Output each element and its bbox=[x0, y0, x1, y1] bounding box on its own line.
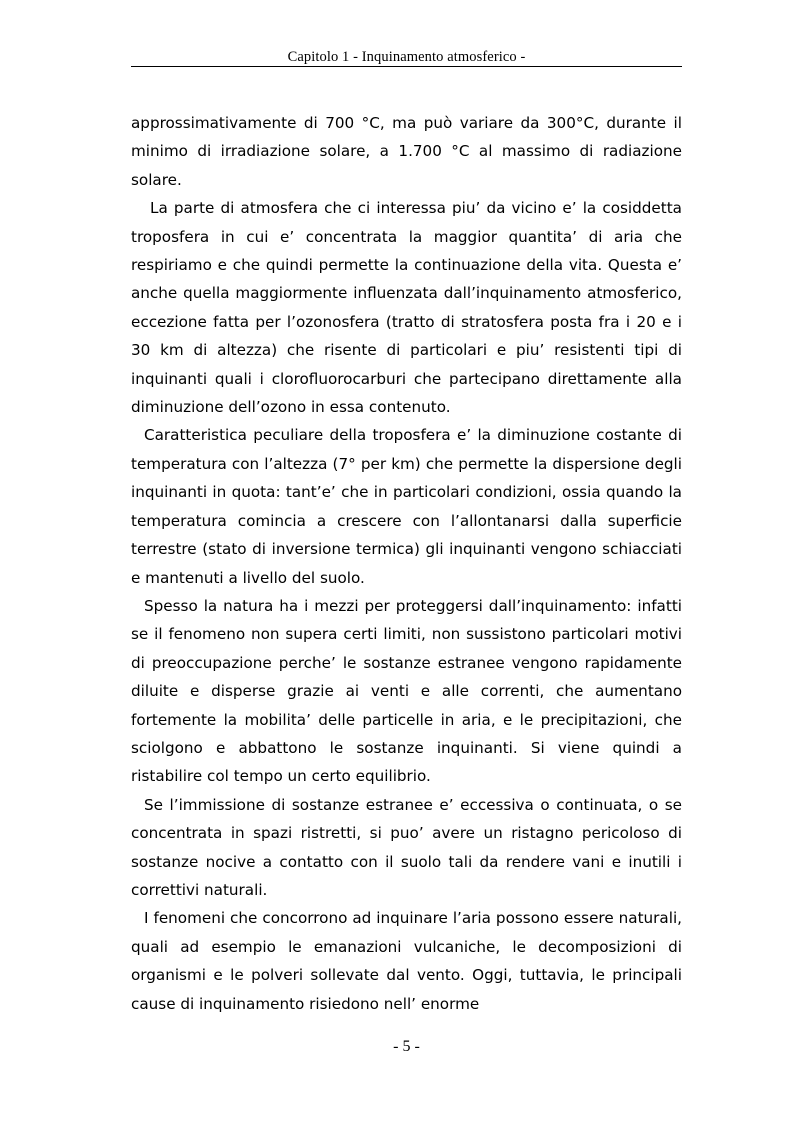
running-header: Capitolo 1 - Inquinamento atmosferico - bbox=[287, 49, 526, 65]
body-text bbox=[131, 109, 682, 1018]
paragraph: Se l’immissione di sostanze estranee e’ eccessiva o continuata, o se concentrata in spazi ristretti, si puo’ avere un ristagno pericoloso di sostanze nocive a contatto con il suolo tali da rendere vani e inutili i correttivi naturali. bbox=[131, 795, 682, 899]
page-number: - 5 - bbox=[393, 1038, 420, 1055]
paragraph: approssimativamente di 700 °C, ma può variare da 300°C, durante il minimo di irradiazione solare, a 1.700 °C al massimo di radiazione solare. bbox=[131, 114, 682, 189]
header-divider bbox=[131, 66, 682, 67]
paragraph: Caratteristica peculiare della troposfera e’ la diminuzione costante di temperatura con l’altezza (7° per km) che permette la dispersione degli inquinanti in quota: tant’e’ che in particolari condizioni, ossia quando la temperatura comincia a crescere con l’allontanarsi dalla superficie terrestre (stato di inversione termica) gli inquinanti vengono schiacciati e mantenuti a livello del suolo. bbox=[131, 426, 682, 587]
paragraph: I fenomeni che concorrono ad inquinare l’aria possono essere naturali, quali ad esempio le emanazioni vulcaniche, le decomposizioni di organismi e le polveri sollevate dal vento. Oggi, tuttavia, le principali cause di inquinamento risiedono nell’ enorme bbox=[131, 909, 682, 1013]
paragraph: Spesso la natura ha i mezzi per proteggersi dall’inquinamento: infatti se il fenomeno non supera certi limiti, non sussistono particolari motivi di preoccupazione perche’ le sostanze estranee vengono rapidamente diluite e disperse grazie ai venti e alle correnti, che aumentano fortemente la mobilita’ delle particelle in aria, e le precipitazioni, che sciolgono e abbattono le sostanze inquinanti. Si viene quindi a ristabilire col tempo un certo equilibrio. bbox=[131, 596, 682, 786]
paragraph: La parte di atmosfera che ci interessa piu’ da vicino e’ la cosiddetta troposfera in cui e’ concentrata la maggior quantita’ di aria che respiriamo e che quindi permette la continuazione della vita. Questa e’ anche quella maggiormente influenzata dall’inquinamento atmosferico, eccezione fatta per l’ozonosfera (tratto di stratosfera posta fra i 20 e i 30 km di altezza) che risente di particolari e piu’ resistenti tipi di inquinanti quali i clorofluorocarburi che partecipano direttamente alla diminuzione dell’ozono in essa contenuto. bbox=[131, 199, 682, 417]
